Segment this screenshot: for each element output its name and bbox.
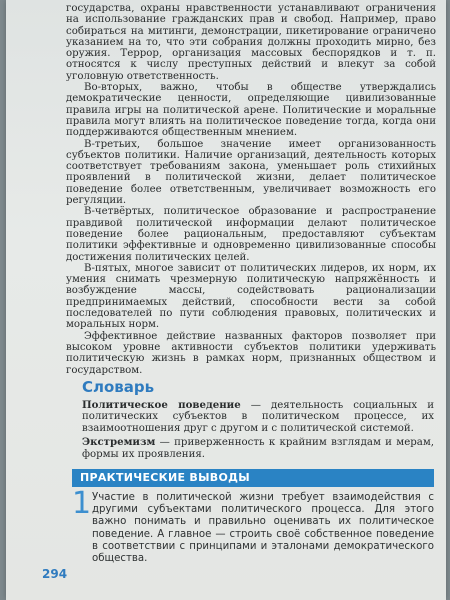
glossary-definition: — деятельность социальных и политических субъектов в политическом процессе, их взаимоотношения друг с другом и с политической системой. bbox=[82, 400, 434, 434]
glossary-title: Словарь bbox=[82, 378, 155, 396]
practical-paragraph: Участие в политической жизни требует взаимодействия с другими субъектами политического процесса. Для этого важно понимать и правильно оценивать их политическое поведение. А главное — строить своё собственное поведение в соответствии с принципами и эталонами демократического общества. bbox=[92, 492, 434, 565]
item-number: 1 bbox=[72, 486, 92, 521]
paragraph: В-третьих, большое значение имеет организованность субъектов политики. Наличие организаций, деятельность которых соответствует требованиям закона, уменьшает роль стихийных проявлений в политической жизни, делает политическое поведение более ответственным, увеличивает возможность его регуляции. bbox=[66, 138, 436, 207]
page-number: 294 bbox=[42, 567, 68, 581]
practical-text bbox=[68, 492, 434, 565]
paragraph: государства, охраны нравственности устанавливают ограничения на использование гражданских прав и свобод. Например, право собираться на митинги, демонстрации, пикетирование ограничено указанием на то, что эти собрания должны проходить мирно, без оружия. Террор, организация массовых беспорядков и т. п. относятся к числу преступных действий и влекут за собой уголовную ответственность. bbox=[66, 3, 436, 82]
glossary-term: Политическое поведение bbox=[82, 399, 241, 411]
paragraph: Эффективное действие названных факторов позволяет при высоком уровне активности субъектов политики удерживать политическую жизнь в рамках норм, признанных обществом и государством. bbox=[66, 330, 436, 376]
practical-banner-title: ПРАКТИЧЕСКИЕ ВЫВОДЫ bbox=[80, 471, 250, 484]
paragraph: Во-вторых, важно, чтобы в обществе утверждались демократические ценности, определяющие цивилизованные правила игры на политической арене. Политические и моральные правила могут влиять на политическое поведение тогда, когда они поддерживаются общественным мнением. bbox=[66, 82, 436, 139]
glossary-term: Экстремизм bbox=[82, 436, 156, 449]
book-page bbox=[6, 0, 446, 600]
main-text bbox=[66, 3, 436, 376]
glossary-entry bbox=[82, 400, 434, 434]
paragraph: В-четвёртых, политическое образование и распространение правдивой политической информации делают политическое поведение более рациональным, предоставляют субъектам политики эффективные и одновременно цивилизованные способы достижения политических целей. bbox=[66, 206, 436, 263]
paragraph: В-пятых, многое зависит от политических лидеров, их норм, их умения снимать чрезмерную политическую напряжённость и возбуждение массы, содействовать рационализации предпринимаемых действий, способности вести за собой последователей по пути соблюдения правовых, политических и моральных норм. bbox=[66, 262, 436, 331]
glossary-list bbox=[82, 400, 434, 463]
glossary-entry bbox=[82, 437, 434, 460]
glossary-definition: — приверженность к крайним взглядам и мерам, формы их проявления. bbox=[82, 437, 434, 460]
